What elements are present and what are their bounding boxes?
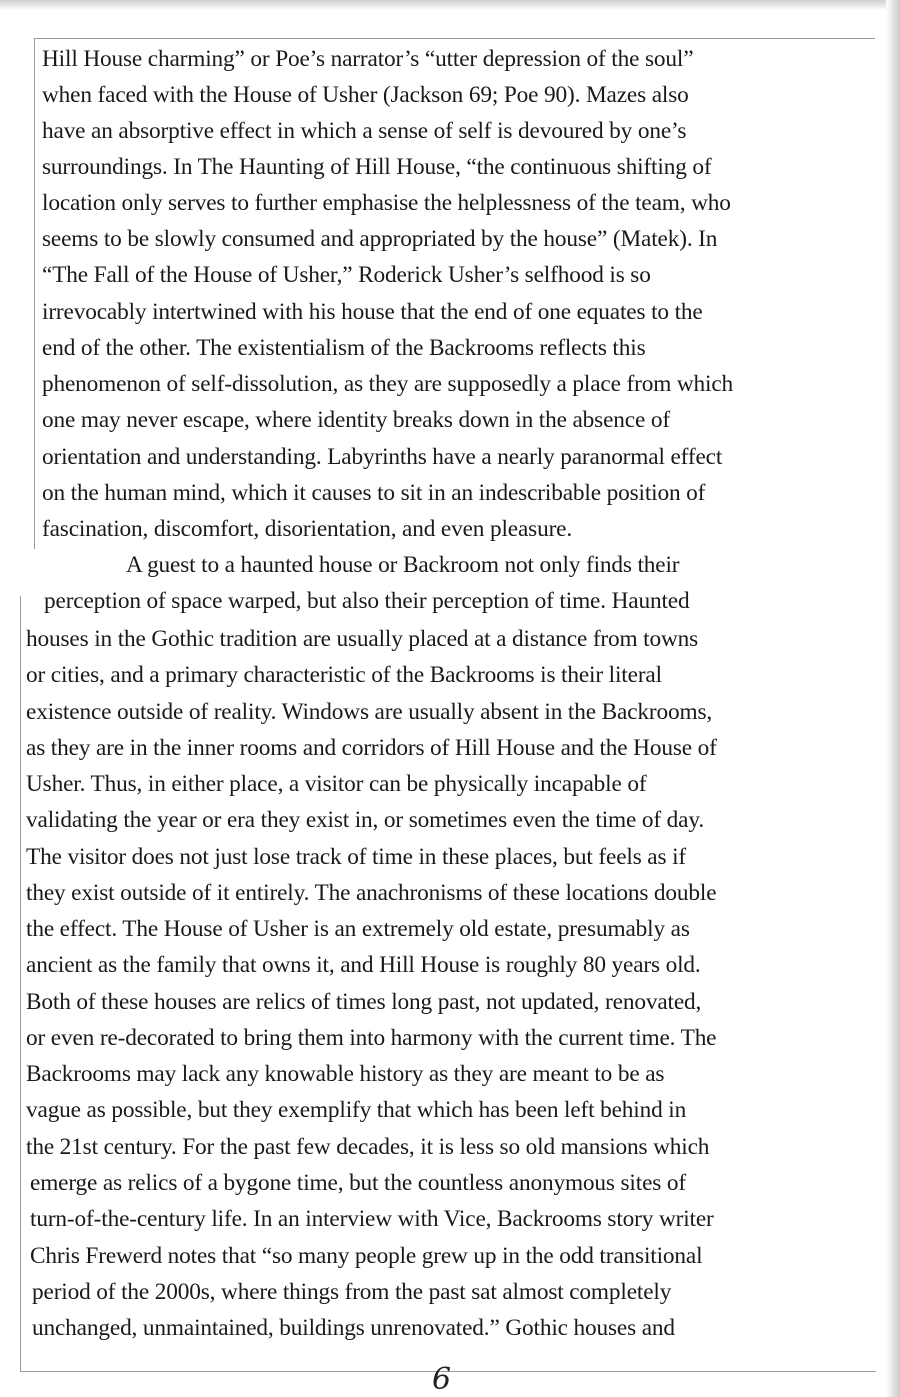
- text-line: seems to be slowly consumed and appropriated by the house” (Matek). In: [42, 226, 718, 252]
- text-line: “The Fall of the House of Usher,” Roderick Usher’s selfhood is so: [42, 262, 651, 288]
- text-line: turn-of-the-century life. In an interview with Vice, Backrooms story writer: [30, 1206, 714, 1232]
- text-line: vague as possible, but they exemplify that which has been left behind in: [26, 1097, 687, 1123]
- text-line: on the human mind, which it causes to sit in an indescribable position of: [42, 480, 706, 506]
- pasted-section-border-upper: [34, 38, 875, 549]
- text-line: they exist outside of it entirely. The anachronisms of these locations double: [26, 880, 717, 906]
- page-number: 6: [432, 1362, 452, 1397]
- text-line: or cities, and a primary characteristic of the Backrooms is their literal: [26, 662, 662, 688]
- text-line: emerge as relics of a bygone time, but the countless anonymous sites of: [30, 1170, 686, 1196]
- text-line: Both of these houses are relics of times long past, not updated, renovated,: [26, 989, 702, 1015]
- text-line: phenomenon of self-dissolution, as they are supposedly a place from which: [42, 371, 734, 397]
- text-line: orientation and understanding. Labyrinths have a nearly paranormal effect: [42, 444, 723, 470]
- text-line: fascination, discomfort, disorientation, and even pleasure.: [42, 516, 573, 542]
- text-line: surroundings. In The Haunting of Hill House, “the continuous shifting of: [42, 154, 712, 180]
- text-line: perception of space warped, but also their perception of time. Haunted: [44, 588, 690, 614]
- scan-edge-top: [0, 0, 900, 10]
- text-line: location only serves to further emphasise the helplessness of the team, who: [42, 190, 731, 216]
- text-line: when faced with the House of Usher (Jackson 69; Poe 90). Mazes also: [42, 82, 689, 108]
- text-line: or even re-decorated to bring them into harmony with the current time. The: [26, 1025, 717, 1051]
- scan-edge-right: [886, 0, 900, 1397]
- text-line: validating the year or era they exist in, or sometimes even the time of day.: [26, 807, 705, 833]
- text-line: Backrooms may lack any knowable history as they are meant to be as: [26, 1061, 665, 1087]
- text-line: one may never escape, where identity breaks down in the absence of: [42, 407, 670, 433]
- text-line: ancient as the family that owns it, and Hill House is roughly 80 years old.: [26, 952, 701, 978]
- text-line: end of the other. The existentialism of the Backrooms reflects this: [42, 335, 646, 361]
- text-line: irrevocably intertwined with his house that the end of one equates to the: [42, 299, 703, 325]
- text-line: Hill House charming” or Poe’s narrator’s “utter depression of the soul”: [42, 46, 694, 72]
- text-line: Chris Frewerd notes that “so many people grew up in the odd transitional: [30, 1243, 703, 1269]
- text-line: the 21st century. For the past few decades, it is less so old mansions which: [26, 1134, 710, 1160]
- text-line: The visitor does not just lose track of time in these places, but feels as if: [26, 844, 687, 870]
- paragraph-first-line: A guest to a haunted house or Backroom not only finds their: [126, 552, 680, 578]
- text-line: existence outside of reality. Windows are usually absent in the Backrooms,: [26, 699, 713, 725]
- text-line: as they are in the inner rooms and corridors of Hill House and the House of: [26, 735, 717, 761]
- text-line: have an absorptive effect in which a sense of self is devoured by one’s: [42, 118, 687, 144]
- text-line: period of the 2000s, where things from the past sat almost completely: [32, 1279, 672, 1305]
- text-line: unchanged, unmaintained, buildings unrenovated.” Gothic houses and: [32, 1315, 675, 1341]
- text-line: the effect. The House of Usher is an extremely old estate, presumably as: [26, 916, 690, 942]
- text-line: houses in the Gothic tradition are usually placed at a distance from towns: [26, 626, 699, 652]
- text-line: Usher. Thus, in either place, a visitor can be physically incapable of: [26, 771, 647, 797]
